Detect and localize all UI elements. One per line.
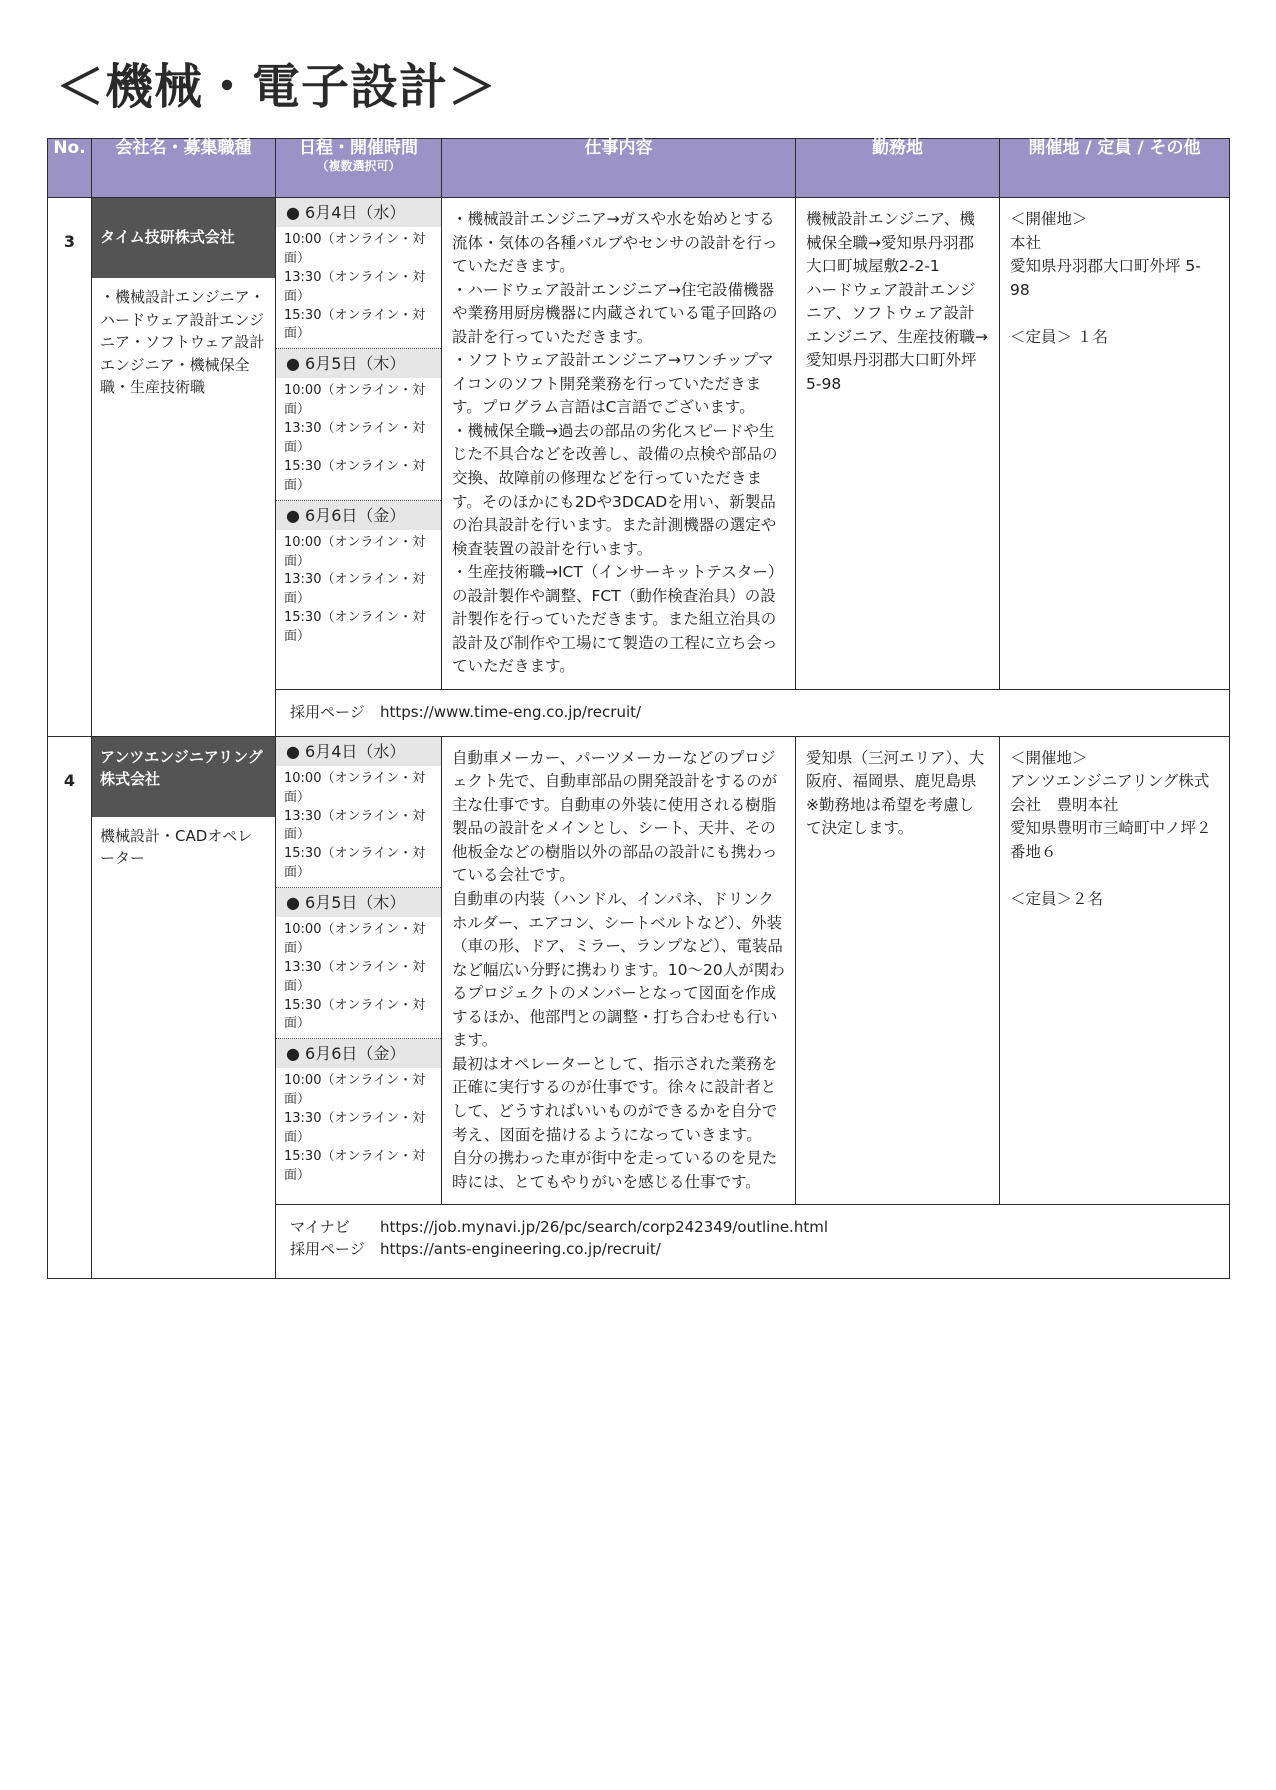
schedule-time: 10:00（オンライン・対面） [284,232,426,267]
venue-info-line: アンツエンジニアリング株式会社 豊明本社 [1010,772,1210,814]
schedule-date: ● 6月4日（水） [276,198,441,227]
recruit-link[interactable] [290,702,1215,724]
schedule-time: 15:30（オンライン・対面） [284,458,426,493]
header-no: No. [48,139,92,198]
venue-info-line [1010,302,1219,326]
schedule-time: 10:00（オンライン・対面） [284,922,426,957]
header-venue: 開催地 / 定員 / その他 [1000,139,1230,198]
link-label: マイナビ [290,1218,350,1237]
work-location [796,198,1000,690]
header-schedule-sub: （複数選択可） [316,158,401,173]
row-number: 3 [48,198,92,737]
work-description-line: ・ハードウェア設計エンジニア→住宅設備機器や業務用厨房機器に内蔵されている電子回路の設計を行っていただきます。 [452,280,778,346]
venue-info-line: ＜開催地＞ [1010,748,1088,767]
link-url[interactable]: https://job.mynavi.jp/26/pc/search/corp242349/outline.html [380,1218,828,1237]
table-row [48,198,1230,690]
schedule-date: ● 6月4日（水） [276,737,441,766]
work-description-line: ・機械保全職→過去の部品の劣化スピードや生じた不具合などを改善し、設備の点検や部品の交換、故障前の修理などを行っていただきます。そのほかにも2Dや3DCADを用い、新製品の治具設計を行います。また計測機器の選定や検査装置の設計を行います。 [452,421,778,558]
company-name: タイム技研株式会社 [92,198,275,278]
header-work: 仕事内容 [442,139,796,198]
schedule-time: 10:00（オンライン・対面） [284,534,426,569]
work-description-line: 自分の携わった車が街中を走っているのを見た時には、とてもやりがいを感じる仕事です。 [452,1149,778,1191]
schedule-day [276,888,441,1039]
schedule-day [276,349,441,500]
schedule-time: 13:30（オンライン・対面） [284,959,426,994]
work-description [442,736,796,1204]
venue-info-line: ＜定員＞ １名 [1010,327,1108,346]
schedule-time: 13:30（オンライン・対面） [284,269,426,304]
schedule-day [276,1039,441,1189]
schedule-time: 13:30（オンライン・対面） [284,808,426,843]
schedule-date: ● 6月5日（木） [276,888,441,917]
schedule-time: 15:30（オンライン・対面） [284,846,426,881]
schedule-time: 15:30（オンライン・対面） [284,610,426,644]
table-body [48,198,1230,1279]
header-schedule-label: 日程・開催時間 [299,138,418,158]
links-cell [276,1205,1230,1279]
venue-info [1000,198,1230,690]
work-location-line: 愛知県（三河エリア）、大阪府、福岡県、鹿児島県 [806,748,985,791]
job-table [47,138,1230,1279]
venue-info-line: 本社 [1010,233,1042,252]
schedule-day [276,501,441,651]
table-row [48,736,1230,1204]
schedule-day [276,198,441,349]
job-roles: 機械設計・CADオペレーター [100,826,253,868]
schedule-time: 15:30（オンライン・対面） [284,307,426,342]
company-name: アンツエンジニアリング株式会社 [92,737,275,817]
work-description-line: ・生産技術職→ICT（インサーキットテスター）の設計製作や調整、FCT（動作検査治具）の設計製作を行っていただきます。また組立治具の設計及び制作や工場にて製造の工程に立ち会っていただきます。 [452,563,784,676]
work-description-line: 自動車メーカー、パーツメーカーなどのプロジェクト先で、自動車部品の開発設計をするのが主な仕事です。自動車の外装に使用される樹脂製品の設計をメインとし、シート、天井、その他板金などの樹脂以外の部品の設計にも携わっている会社です。 [452,748,778,885]
schedule-date: ● 6月6日（金） [276,1039,441,1068]
schedule-cell [276,198,442,690]
work-description-line: ・機械設計エンジニア→ガスや水を始めとする流体・気体の各種バルブやセンサの設計を行っていただきます。 [452,210,778,276]
venue-info-line: 愛知県豊明市三崎町中ノ坪２番地６ [1010,819,1212,861]
work-location-line: ハードウェア設計エンジニア、ソフトウェア設計エンジニア、生産技術職→愛知県丹羽郡大口町外坪5-98 [806,280,988,393]
work-location-line: ※勤務地は希望を考慮して決定します。 [806,795,974,838]
work-description-line: 自動車の内装（ハンドル、インパネ、ドリンクホルダー、エアコン、シートベルトなど）、外装（車の形、ドア、ミラー、ランプなど）、電装品など幅広い分野に携わります。10〜20人が関わるプロジェクトのメンバーとなって図面を作成するほか、他部門との調整・打ち合わせも行います。 [452,890,785,1050]
header-location: 勤務地 [796,139,1000,198]
table-header-row [48,139,1230,198]
link-url[interactable]: https://ants-engineering.co.jp/recruit/ [380,1239,661,1258]
venue-info-line: ＜開催地＞ [1010,210,1088,228]
row-number: 4 [48,736,92,1278]
link-url[interactable]: https://www.time-eng.co.jp/recruit/ [380,703,642,721]
schedule-cell [276,736,442,1204]
venue-info-line [1010,864,1219,888]
schedule-time: 13:30（オンライン・対面） [284,1111,426,1145]
work-description-line: ・ソフトウェア設計エンジニア→ワンチップマイコンのソフト開発業務を行っていただきます。プログラム言語はC言語でございます。 [452,351,774,417]
header-company: 会社名・募集職種 [92,139,276,198]
header-schedule [276,139,442,198]
schedule-time: 15:30（オンライン・対面） [284,997,426,1032]
schedule-time: 13:30（オンライン・対面） [284,421,426,455]
venue-info-line: ＜定員＞２名 [1010,890,1104,909]
schedule-time: 10:00（オンライン・対面） [284,770,426,805]
schedule-date: ● 6月5日（木） [276,349,441,378]
schedule-time: 13:30（オンライン・対面） [284,572,426,607]
job-roles: ・機械設計エンジニア・ハードウェア設計エンジニア・ソフトウェア設計エンジニア・機械保全職・生産技術職 [100,288,265,396]
work-location [796,736,1000,1204]
schedule-day [276,737,441,888]
schedule-time: 15:30（オンライン・対面） [284,1148,426,1183]
venue-info [1000,736,1230,1204]
work-location-line: 機械設計エンジニア、機械保全職→愛知県丹羽郡大口町城屋敷2-2-1 [806,210,975,276]
company-cell [92,736,276,1278]
schedule-date: ● 6月6日（金） [276,501,441,530]
link-label: 採用ページ [290,703,365,721]
company-cell [92,198,276,737]
page-title: ＜機械・電子設計＞ [56,59,498,115]
venue-info-line: 愛知県丹羽郡大口町外坪 5-98 [1010,257,1201,299]
recruit-link[interactable] [290,1217,1215,1239]
recruit-link[interactable] [290,1239,1215,1261]
work-description-line: 最初はオペレーターとして、指示された業務を正確に実行するのが仕事です。徐々に設計者として、どうすればいいものができるかを自分で考え、図面を描けるようになっていきます。 [452,1054,778,1144]
link-label: 採用ページ [290,1239,365,1258]
links-cell [276,690,1230,737]
schedule-time: 10:00（オンライン・対面） [284,383,426,418]
work-description [442,198,796,690]
schedule-time: 10:00（オンライン・対面） [284,1073,426,1108]
